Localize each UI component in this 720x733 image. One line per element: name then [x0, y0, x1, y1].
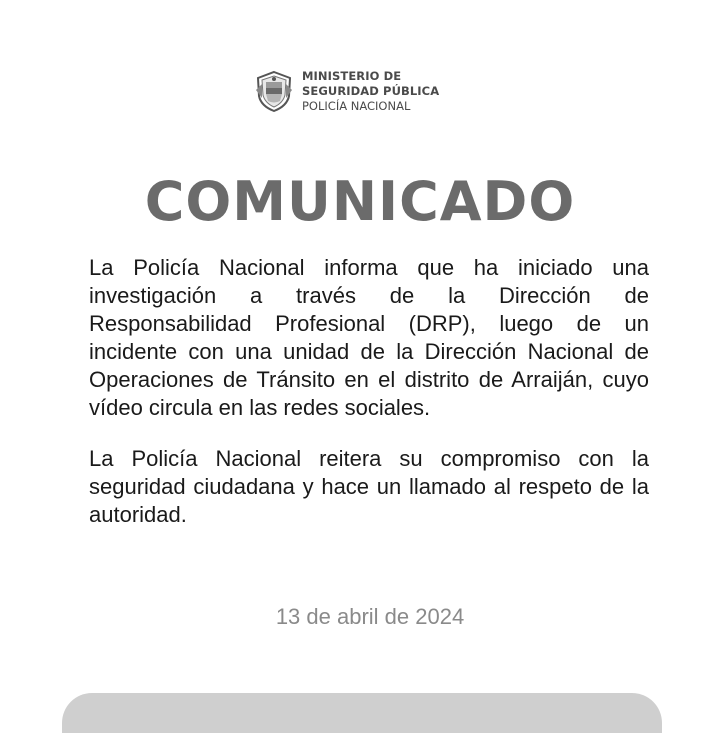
footer-band	[62, 693, 662, 733]
statement-paragraph-2: La Policía Nacional reitera su compromiso con la seguridad ciudadana y hace un llamado al respeto de la autoridad.	[89, 446, 649, 527]
page-title: COMUNICADO	[144, 170, 576, 233]
ministry-line-3: POLICÍA NACIONAL	[302, 99, 411, 113]
police-crest-icon	[254, 70, 294, 112]
statement-date: 13 de abril de 2024	[275, 604, 465, 629]
statement-paragraph-1: La Policía Nacional informa que ha iniciado una investigación a través de la Dirección de Responsabilidad Profesional (DRP), luego de un incidente con una unidad de la Dirección Nacional de Operaciones de Tránsito en el distrito de Arraiján, cuyo vídeo circula en las redes sociales.	[89, 255, 649, 420]
ministry-header	[254, 68, 454, 116]
ministry-line-2: SEGURIDAD PÚBLICA	[302, 84, 440, 98]
ministry-line-1: MINISTERIO DE	[302, 69, 402, 83]
ministry-name	[302, 69, 439, 114]
